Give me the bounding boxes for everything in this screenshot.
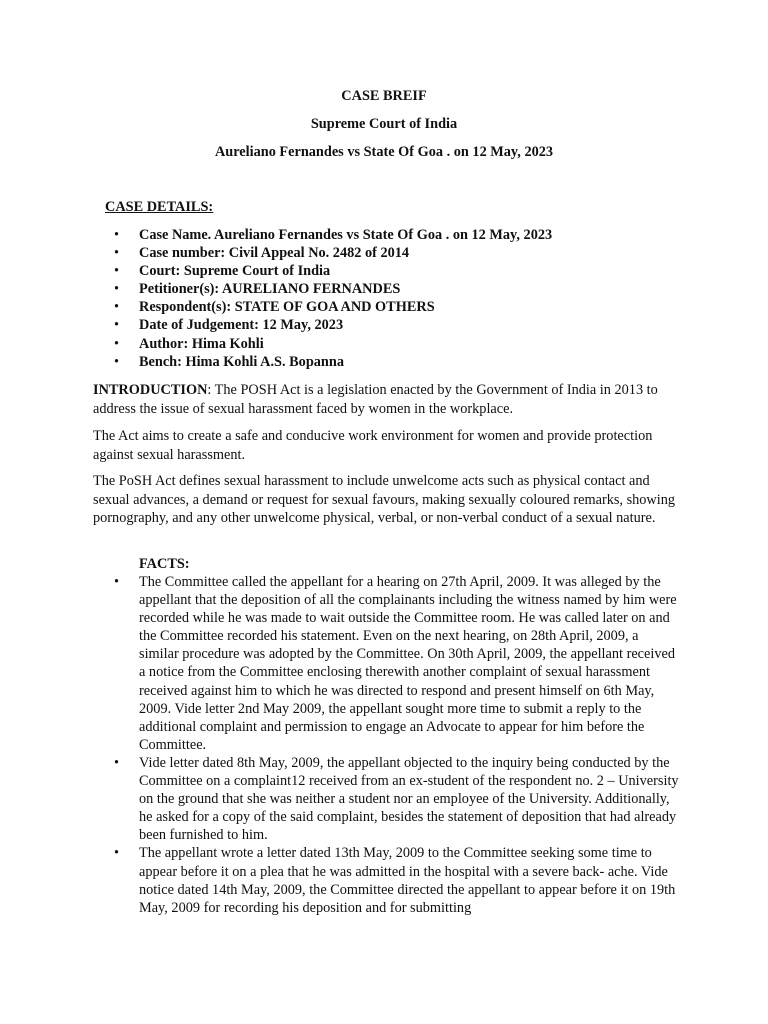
introduction-text: : The POSH Act is a legislation enacted by the Government of India in 2013 to address the issue of sexual harassment faced by women in the workplace.	[93, 382, 658, 417]
list-item	[114, 226, 714, 244]
fact-text: Vide letter dated 8th May, 2009, the appellant objected to the inquiry being conducted by the Committee on a complaint12 received from an ex-student of the respondent no. 2 – University on the ground that she was neither a student nor an employee of the University. Additionally, he asked for a copy of the said complaint, besides the statement of deposition that had already been furnished to him.	[139, 754, 679, 844]
posh-definition-paragraph: The PoSH Act defines sexual harassment to include unwelcome acts such as physical contact and sexual advances, a demand or request for sexual favours, making sexually coloured remarks, showing pornography, and any other unwelcome physical, verbal, or non-verbal conduct of a sexual nature.	[93, 473, 676, 527]
court-name: Supreme Court of India	[310, 116, 458, 132]
list-item	[114, 754, 680, 844]
facts-heading: FACTS:	[139, 556, 190, 572]
bullet-icon: •	[114, 227, 120, 243]
list-item	[114, 335, 714, 353]
detail-case-name: Case Name. Aureliano Fernandes vs State Of Goa . on 12 May, 2023	[139, 227, 553, 243]
document-title: CASE BREIF	[341, 88, 427, 104]
list-item	[114, 353, 714, 371]
case-details-heading: CASE DETAILS:	[105, 199, 214, 215]
act-aims-paragraph: The Act aims to create a safe and conducive work environment for women and provide protection against sexual harassment.	[93, 428, 653, 463]
bullet-icon: •	[114, 335, 120, 352]
list-item	[114, 244, 714, 262]
introduction-paragraph	[93, 381, 683, 418]
facts-list	[114, 573, 680, 917]
list-item	[114, 262, 714, 280]
detail-petitioner: Petitioner(s): AURELIANO FERNANDES	[139, 281, 401, 298]
detail-bench: Bench: Hima Kohli A.S. Bopanna	[139, 353, 344, 370]
bullet-icon: •	[114, 263, 120, 280]
list-item	[114, 280, 714, 298]
list-item	[114, 844, 680, 916]
detail-court: Court: Supreme Court of India	[139, 263, 331, 280]
bullet-icon: •	[114, 574, 120, 590]
bullet-icon: •	[114, 245, 120, 262]
bullet-icon: •	[114, 845, 120, 862]
list-item	[114, 298, 714, 316]
list-item	[114, 573, 680, 754]
bullet-icon: •	[114, 299, 120, 316]
introduction-label: INTRODUCTION	[93, 382, 208, 398]
bullet-icon: •	[114, 317, 120, 334]
fact-text: The Committee called the appellant for a hearing on 27th April, 2009. It was alleged by the appellant that the deposition of all the complainants including the witness named by him were recorded while he was made to wait outside the Committee room. He was called later on and the Committee recorded his statement. Even on the next hearing, on 28th April, 2009, a similar procedure was adopted by the Committee. On 30th April, 2009, the appellant received a notice from the Committee enclosing therewith another complaint of sexual harassment received against him to which he was directed to respond and present himself on 6th May, 2009. Vide letter 2nd May 2009, the appellant sought more time to submit a reply to the additional complaint and permission to engage an Advocate to appear for him before the Committee.	[139, 574, 677, 753]
detail-respondent: Respondent(s): STATE OF GOA AND OTHERS	[139, 299, 435, 316]
bullet-icon: •	[114, 281, 120, 298]
list-item	[114, 316, 714, 334]
detail-author: Author: Hima Kohli	[139, 335, 264, 352]
case-details-list	[114, 226, 714, 371]
case-title-line: Aureliano Fernandes vs State Of Goa . on 12 May, 2023	[214, 144, 554, 160]
bullet-icon: •	[114, 754, 120, 771]
bullet-icon: •	[114, 353, 120, 370]
detail-case-number: Case number: Civil Appeal No. 2482 of 2014	[139, 245, 410, 262]
detail-judgement-date: Date of Judgement: 12 May, 2023	[139, 317, 344, 334]
fact-text: The appellant wrote a letter dated 13th May, 2009 to the Committee seeking some time to appear before it on a plea that he was admitted in the hospital with a severe back- ache. Vide notice dated 14th May, 2009, the Committee directed the appellant to appear before it on 19th May, 2009 for recording his deposition and for submitting	[139, 845, 676, 916]
